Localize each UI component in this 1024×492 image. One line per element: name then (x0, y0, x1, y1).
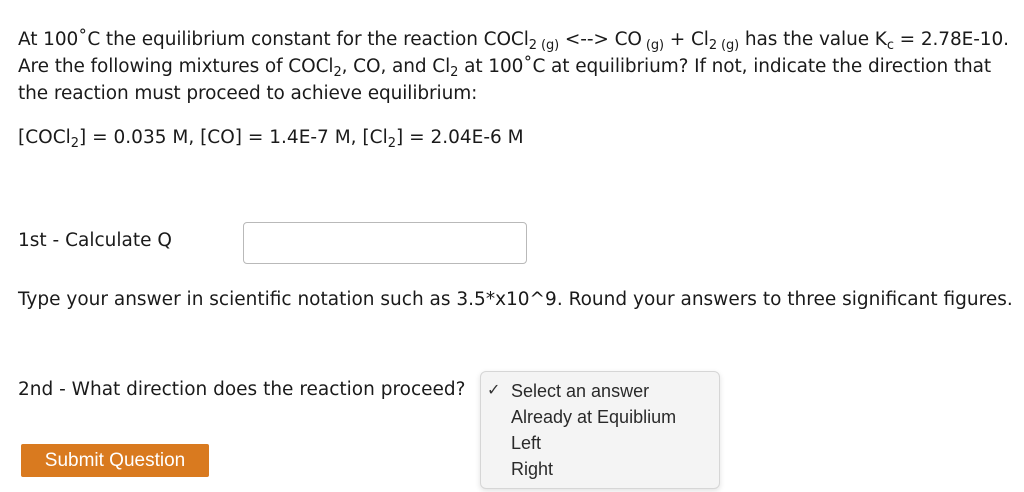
option-label: Already at Equiblium (511, 407, 677, 427)
option-label: Select an answer (511, 381, 650, 401)
subscript: c (886, 38, 894, 53)
subscript: (g) (536, 38, 560, 53)
direction-question-label: 2nd - What direction does the reaction proceed? (18, 379, 466, 400)
problem-text-2: <--> CO (559, 29, 642, 50)
q-answer-input[interactable] (243, 222, 527, 264)
direction-select-dropdown[interactable] (480, 371, 720, 489)
conc-text-3: ] = 2.04E-6 M (395, 127, 524, 148)
concentrations-line (18, 127, 524, 151)
subscript: 2 (333, 65, 342, 80)
problem-text-4: has the value K (739, 29, 887, 50)
subscript: 2 (528, 38, 537, 53)
option-left[interactable] (511, 430, 541, 456)
conc-text-1: [COCl (18, 127, 71, 148)
submit-question-button[interactable]: Submit Question (21, 444, 209, 477)
subscript: 2 (450, 65, 459, 80)
problem-text-6: , CO, and Cl (341, 56, 451, 77)
problem-statement (18, 26, 1018, 107)
option-already-at-equilibrium[interactable] (511, 404, 676, 430)
problem-text-1: At 100˚C the equilibrium constant for the reaction COCl (18, 29, 529, 50)
subscript: 2 (708, 38, 718, 53)
calculate-q-label: 1st - Calculate Q (18, 230, 172, 251)
option-select-an-answer[interactable] (487, 378, 650, 404)
option-right[interactable] (511, 456, 553, 482)
option-label: Right (511, 459, 554, 479)
subscript: (g) (641, 38, 665, 53)
conc-text-2: ] = 0.035 M, [CO] = 1.4E-7 M, [Cl (79, 127, 388, 148)
subscript: 2 (70, 136, 80, 151)
checkmark-icon: ✓ (487, 382, 501, 399)
subscript: 2 (387, 136, 396, 151)
problem-text-5: = 2.78E-10. Are the following mixtures of COCl (18, 29, 1009, 77)
answer-format-hint: Type your answer in scientific notation such as 3.5*x10^9. Round your answers to three significant figures. (18, 289, 1013, 310)
option-label: Left (511, 433, 542, 453)
problem-text-7: at 100˚C at equilibrium? If not, indicate the direction that the reaction must proceed to achieve equilibrium: (18, 56, 992, 104)
subscript: (g) (717, 38, 740, 53)
problem-text-3: + Cl (664, 29, 709, 50)
